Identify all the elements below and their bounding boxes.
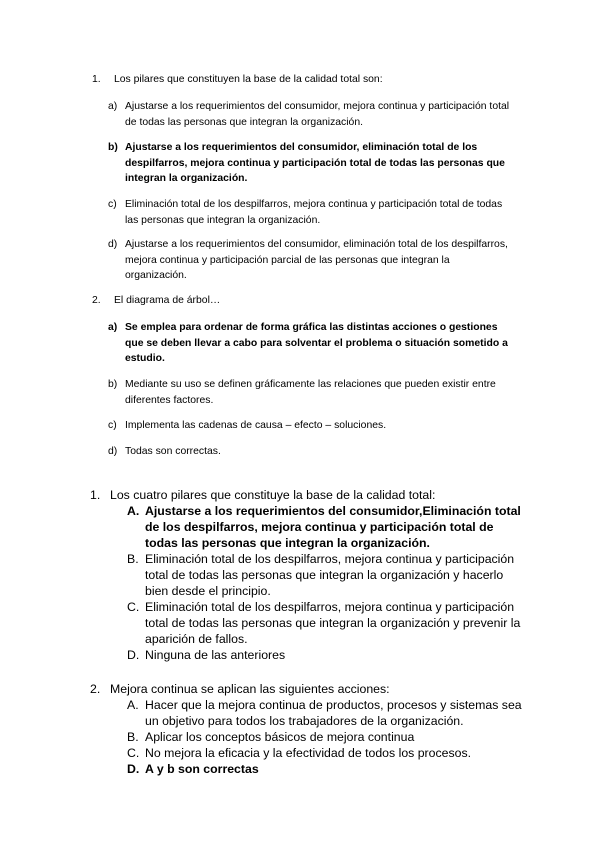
- option-label: c): [108, 199, 117, 210]
- question-text: Mejora continua se aplican las siguientes acciones:: [110, 682, 390, 696]
- option-text: Ajustarse a los requerimientos del consumidor, eliminación total de los despilfarros, mejora continua y participación total de todas las personas que integran la organización.: [125, 142, 505, 184]
- question-1: [90, 487, 530, 503]
- option-d: [108, 237, 513, 284]
- option-text: Todas son correctas.: [125, 446, 221, 457]
- question-2: [90, 681, 530, 697]
- option-text: Aplicar los conceptos básicos de mejora continua: [145, 730, 415, 744]
- option-a-correct: [108, 320, 513, 367]
- option-text: Mediante su uso se definen gráficamente las relaciones que pueden existir entre diferentes factores.: [125, 379, 496, 406]
- question-text: Los pilares que constituyen la base de la calidad total son:: [114, 74, 383, 85]
- option-label: d): [108, 239, 118, 250]
- option-label: a): [108, 322, 118, 333]
- option-label: D.: [127, 648, 140, 662]
- option-a-correct: [127, 503, 527, 551]
- option-a: [108, 99, 513, 130]
- question-text: Los cuatro pilares que constituye la base de la calidad total:: [110, 488, 436, 502]
- option-label: C.: [127, 600, 140, 614]
- question-1: [92, 72, 532, 88]
- question-2: [92, 293, 532, 309]
- question-number: 1.: [90, 488, 101, 502]
- option-text: Eliminación total de los despilfarros, mejora continua y participación total de todas las personas que integran la organización.: [125, 199, 503, 226]
- option-c: [108, 418, 513, 434]
- question-number: 1.: [92, 74, 101, 85]
- option-text: Implementa las cadenas de causa – efecto – soluciones.: [125, 420, 387, 431]
- option-text: Ninguna de las anteriores: [145, 648, 286, 662]
- option-d: [108, 444, 513, 460]
- option-text: Eliminación total de los despilfarros, mejora continua y participación total de todas las personas que integran la organización y prevenir la aparición de fallos.: [145, 600, 521, 646]
- option-b-correct: [108, 140, 513, 187]
- option-text: Ajustarse a los requerimientos del consumidor, eliminación total de los despilfarros, mejora continua y participación parcial de las personas que integran la organización.: [125, 239, 508, 281]
- option-text: Hacer que la mejora continua de productos, procesos y sistemas sea un objetivo para todos los trabajadores de la organización.: [145, 698, 522, 728]
- option-label: D.: [127, 762, 140, 776]
- option-c: [127, 599, 527, 647]
- option-label: d): [108, 446, 118, 457]
- option-text: A y b son correctas: [145, 762, 259, 776]
- option-d: [127, 647, 527, 663]
- option-c: [127, 745, 527, 761]
- question-text: El diagrama de árbol…: [114, 295, 221, 306]
- option-text: Ajustarse a los requerimientos del consumidor, mejora continua y participación total de todas las personas que integran la organización.: [125, 101, 510, 128]
- option-label: A.: [127, 698, 139, 712]
- question-number: 2.: [92, 295, 101, 306]
- option-text: Ajustarse a los requerimientos del consumidor,Eliminación total de los despilfarros, mejora continua y participación total de todas las personas que integran la organización.: [145, 504, 521, 550]
- option-label: b): [108, 142, 118, 153]
- option-b: [127, 551, 527, 599]
- option-label: b): [108, 379, 118, 390]
- option-d-correct: [127, 761, 527, 777]
- question-number: 2.: [90, 682, 101, 696]
- option-b: [127, 729, 527, 745]
- option-a: [127, 697, 527, 729]
- option-b: [108, 377, 513, 408]
- option-label: c): [108, 420, 117, 431]
- option-text: No mejora la eficacia y la efectividad de todos los procesos.: [145, 746, 472, 760]
- option-label: C.: [127, 746, 140, 760]
- option-label: B.: [127, 552, 139, 566]
- option-c: [108, 197, 513, 228]
- option-text: Eliminación total de los despilfarros, mejora continua y participación total de todas las personas que integran la organización y hacerlo bien desde el principio.: [145, 552, 515, 598]
- option-label: A.: [127, 504, 140, 518]
- option-text: Se emplea para ordenar de forma gráfica las distintas acciones o gestiones que se deben llevar a cabo para solventar el problema o situación sometido a estudio.: [125, 322, 508, 364]
- option-label: a): [108, 101, 118, 112]
- option-label: B.: [127, 730, 139, 744]
